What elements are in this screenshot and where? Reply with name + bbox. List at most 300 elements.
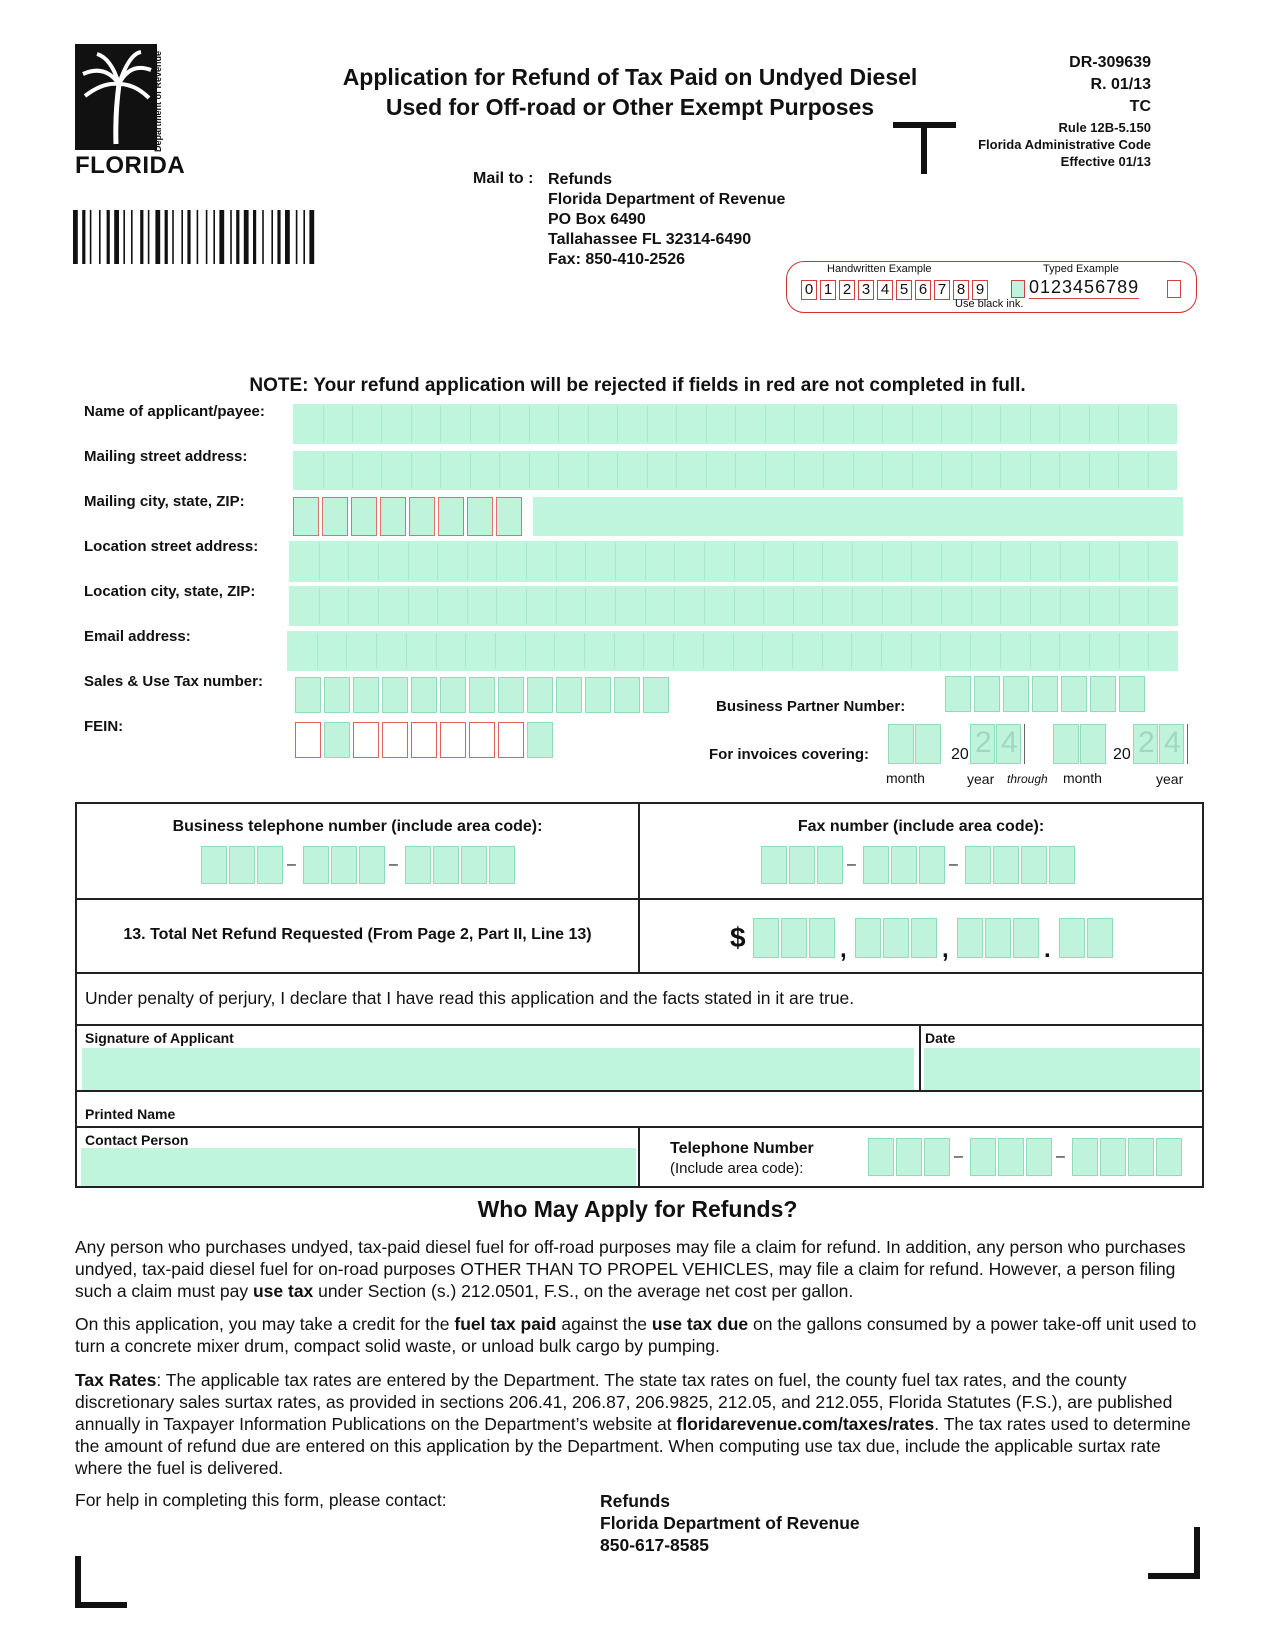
printed-name-label: Printed Name — [85, 1106, 176, 1122]
phone-dash: – — [949, 856, 958, 873]
tax-rates-heading: Tax Rates — [75, 1370, 157, 1390]
phone-digit-cell[interactable] — [789, 846, 815, 884]
cell-divider — [1148, 406, 1149, 442]
city-cell[interactable] — [438, 497, 464, 536]
mail-line: Refunds — [548, 171, 612, 188]
who-paragraph-1 — [75, 1236, 1205, 1302]
cell-divider — [822, 543, 823, 580]
cell-divider — [319, 543, 320, 580]
phone-digit-cell[interactable] — [331, 846, 357, 884]
fax-box — [638, 802, 1204, 900]
cell-divider — [323, 406, 324, 442]
cell-divider — [1148, 588, 1149, 624]
contact-person-input[interactable] — [81, 1148, 636, 1186]
phone-digit-cell[interactable] — [1156, 1138, 1182, 1176]
cell-divider — [411, 453, 412, 488]
phone-digit-cell[interactable] — [965, 846, 991, 884]
fein-digit-cell[interactable] — [353, 722, 379, 758]
p2-text-mid: against the — [556, 1314, 652, 1334]
phone-digit-cell[interactable] — [998, 1138, 1024, 1176]
location-city-label: Location city, state, ZIP: — [84, 583, 256, 600]
city-cell[interactable] — [380, 497, 406, 536]
invoice-start-year[interactable] — [970, 724, 1025, 764]
cell-divider — [470, 453, 471, 488]
help-contact-line: Refunds — [600, 1491, 670, 1511]
year-digit: 4 — [1001, 726, 1018, 759]
mailing-street-label: Mailing street address: — [84, 448, 248, 465]
city-cell[interactable] — [351, 497, 377, 536]
refund-label-box — [75, 898, 640, 974]
cell-divider — [588, 406, 589, 442]
cell-divider — [1089, 543, 1090, 580]
phone-digit-cell[interactable] — [1026, 1138, 1052, 1176]
phone-digit-cell[interactable] — [201, 846, 227, 884]
printed-name-box — [75, 1090, 1204, 1128]
business-phone-label: Business telephone number (include area code): — [172, 818, 543, 835]
city-cell[interactable] — [322, 497, 348, 536]
p2-bold-1: fuel tax paid — [454, 1314, 557, 1334]
cell-divider — [437, 543, 438, 580]
refund-digit-cell[interactable] — [753, 918, 779, 958]
form-title — [300, 62, 960, 122]
month-caption-1: month — [886, 770, 925, 786]
city-cell[interactable] — [409, 497, 435, 536]
cell-divider — [437, 588, 438, 624]
cell-divider — [940, 633, 941, 669]
help-contact — [600, 1490, 860, 1556]
phone-digit-cell[interactable] — [257, 846, 283, 884]
refund-digit-cell[interactable] — [1013, 918, 1039, 958]
fax-label: Fax number (include area code): — [797, 818, 1045, 835]
city-cell[interactable] — [496, 497, 522, 536]
cell-divider — [1119, 588, 1120, 624]
date-input[interactable] — [924, 1048, 1200, 1090]
tax-rates-paragraph — [75, 1369, 1205, 1479]
cell-divider — [735, 406, 736, 442]
barcode — [73, 210, 373, 264]
cell-divider — [558, 453, 559, 488]
cell-divider — [765, 453, 766, 488]
sales-tax-input[interactable] — [295, 677, 675, 715]
dollar-sign: $ — [730, 922, 746, 953]
help-text: For help in completing this form, please contact: — [75, 1490, 447, 1510]
palm-tree-icon — [75, 44, 157, 150]
typed-example-label: Typed Example — [1043, 263, 1119, 275]
title-line-1: Application for Refund of Tax Paid on Undyed Diesel — [342, 64, 918, 90]
cell-divider — [317, 633, 318, 669]
cell-divider — [941, 453, 942, 488]
phone-digit-cell[interactable] — [863, 846, 889, 884]
cell-divider — [674, 588, 675, 624]
name-label: Name of applicant/payee: — [84, 403, 265, 420]
year-caption-1: year — [967, 771, 995, 787]
cell-divider — [645, 588, 646, 624]
contact-box — [75, 1126, 640, 1188]
cell-divider — [525, 633, 526, 669]
cell-divider — [882, 543, 883, 580]
cell-divider — [1089, 453, 1090, 488]
phone-digit-cell[interactable] — [761, 846, 787, 884]
tc-code: TC — [1129, 98, 1151, 115]
cell-divider — [792, 633, 793, 669]
cell-divider — [823, 406, 824, 442]
cell-divider — [643, 633, 644, 669]
contact-person-label: Contact Person — [85, 1132, 189, 1148]
location-street-input[interactable] — [289, 541, 1178, 582]
cell-divider — [1030, 588, 1031, 624]
cell-divider — [411, 406, 412, 442]
phone-dash: – — [389, 856, 398, 873]
phone-digit-cell[interactable] — [359, 846, 385, 884]
p3-text-end: . The tax rates used to determine the amount of refund due are entered on this application by the Department. When computing use tax due, include the applicable surtax rate where the fuel is delivered. — [75, 1414, 1191, 1478]
rates-link[interactable]: floridarevenue.com/taxes/rates — [676, 1414, 935, 1434]
phone-digit-cell[interactable] — [868, 1138, 894, 1176]
cell-divider — [762, 633, 763, 669]
phone-digit-cell[interactable] — [993, 846, 1019, 884]
cell-divider — [408, 588, 409, 624]
p1-text-end: under Section (s.) 212.0501, F.S., on the average net cost per gallon. — [313, 1281, 854, 1301]
example-digit: 8 — [953, 280, 969, 300]
cell-divider — [1148, 453, 1149, 488]
phone-digit-cell[interactable] — [891, 846, 917, 884]
cell-divider — [1089, 588, 1090, 624]
registration-mark-top-stem — [921, 122, 927, 174]
rule: Rule 12B-5.150 — [1058, 120, 1151, 135]
mail-to-label: Mail to : — [473, 170, 534, 187]
cell-divider — [614, 633, 615, 669]
digit-cell[interactable] — [643, 677, 669, 713]
year-digit: 2 — [975, 726, 992, 759]
cell-divider — [941, 543, 942, 580]
fein-digit-cell[interactable] — [295, 722, 321, 758]
cell-divider — [853, 453, 854, 488]
phone-digit-cell[interactable] — [817, 846, 843, 884]
example-digit: 1 — [820, 280, 836, 300]
phone-digit-cell[interactable] — [1021, 846, 1047, 884]
cell-divider — [1059, 633, 1060, 669]
ink-note: Use black ink. — [955, 298, 1024, 310]
digit-cell[interactable] — [614, 677, 640, 713]
cell-divider — [495, 633, 496, 669]
cell-divider — [406, 633, 407, 669]
bpn-input[interactable] — [945, 676, 1155, 714]
phone-digit-cell[interactable] — [1072, 1138, 1098, 1176]
cell-divider — [1119, 543, 1120, 580]
cell-divider — [465, 633, 466, 669]
refund-label: 13. Total Net Refund Requested (From Page 2, Part II, Line 13) — [123, 926, 592, 943]
cell-divider — [881, 633, 882, 669]
declaration-box — [75, 972, 1204, 1026]
cell-divider — [882, 406, 883, 442]
help-contact-line: Florida Department of Revenue — [600, 1513, 860, 1533]
cell-divider — [763, 543, 764, 580]
refund-digit-cell[interactable] — [1087, 918, 1113, 958]
location-city-input[interactable] — [289, 586, 1178, 626]
example-digit: 4 — [877, 280, 893, 300]
digit-cell[interactable] — [1003, 676, 1029, 712]
refund-amount-input[interactable] — [753, 918, 1113, 963]
cell-divider — [912, 453, 913, 488]
digit-cell[interactable] — [353, 677, 379, 713]
cell-divider — [440, 406, 441, 442]
cell-divider — [376, 633, 377, 669]
cell-divider — [765, 406, 766, 442]
cell-divider — [704, 543, 705, 580]
email-input[interactable] — [287, 631, 1178, 671]
declaration-text: Under penalty of perjury, I declare that I have read this application and the facts stated in it are true. — [85, 988, 855, 1008]
dept-vertical-text: Department of Revenue — [153, 50, 163, 152]
month-caption-2: month — [1063, 770, 1102, 786]
phone-digit-cell[interactable] — [1049, 846, 1075, 884]
phone-dash: – — [847, 856, 856, 873]
cell-divider — [1119, 633, 1120, 669]
cell-divider — [346, 633, 347, 669]
digit-cell[interactable] — [498, 677, 524, 713]
digit-cell[interactable] — [556, 677, 582, 713]
city-cell[interactable] — [293, 497, 319, 536]
cell-divider — [676, 453, 677, 488]
signature-label: Signature of Applicant — [85, 1030, 234, 1046]
cell-divider — [470, 406, 471, 442]
typed-example-digits: 0123456789 — [1029, 277, 1140, 297]
cell-divider — [558, 406, 559, 442]
mailing-street-input[interactable] — [293, 451, 1177, 490]
refund-digit-cell[interactable] — [855, 918, 881, 958]
cell-divider — [319, 588, 320, 624]
cell-divider — [733, 633, 734, 669]
digit-cell[interactable] — [469, 677, 495, 713]
mail-line: Fax: 850-410-2526 — [548, 251, 685, 268]
cell-divider — [496, 543, 497, 580]
signature-input[interactable] — [82, 1048, 914, 1090]
typed-end-cell — [1167, 280, 1181, 298]
digit-cell[interactable] — [974, 676, 1000, 712]
cell-divider — [588, 453, 589, 488]
invoice-end-month[interactable] — [1053, 724, 1107, 764]
cell-divider — [1030, 633, 1031, 669]
date-box — [919, 1024, 1204, 1092]
cell-divider — [822, 633, 823, 669]
cell-divider — [1148, 543, 1149, 580]
refund-digit-cell[interactable] — [883, 918, 909, 958]
cell-divider — [911, 588, 912, 624]
phone-digit-cell[interactable] — [229, 846, 255, 884]
fein-label: FEIN: — [84, 718, 124, 735]
example-digit: 2 — [839, 280, 855, 300]
phone-digit-cell[interactable] — [405, 846, 431, 884]
refund-digit-cell[interactable] — [985, 918, 1011, 958]
digit-cell[interactable] — [585, 677, 611, 713]
who-heading: Who May Apply for Refunds? — [477, 1196, 798, 1222]
cell-divider — [1030, 406, 1031, 442]
fein-digit-cell[interactable] — [498, 722, 524, 758]
cell-divider — [467, 543, 468, 580]
cell-divider — [352, 406, 353, 442]
cell-divider — [1000, 453, 1001, 488]
name-input[interactable] — [293, 404, 1177, 444]
cell-divider — [704, 588, 705, 624]
cell-divider — [970, 633, 971, 669]
cell-divider — [585, 588, 586, 624]
email-label: Email address: — [84, 628, 191, 645]
cell-divider — [851, 633, 852, 669]
cell-divider — [911, 633, 912, 669]
bpn-label: Business Partner Number: — [716, 698, 906, 715]
refund-digit-cell[interactable] — [911, 918, 937, 958]
refund-digit-cell[interactable] — [781, 918, 807, 958]
cell-divider — [1118, 453, 1119, 488]
refund-separator: , — [942, 936, 949, 963]
example-digit: 9 — [972, 280, 988, 300]
cell-divider — [381, 453, 382, 488]
cell-divider — [440, 453, 441, 488]
digit-cell[interactable] — [1061, 676, 1087, 712]
phone-digit-cell[interactable] — [1100, 1138, 1126, 1176]
cell-divider — [499, 453, 500, 488]
cell-divider — [615, 588, 616, 624]
cell-divider — [763, 588, 764, 624]
cell-divider — [793, 588, 794, 624]
red-field-note: NOTE: Your refund application will be rejected if fields in red are not completed in full. — [249, 375, 1026, 396]
date-label: Date — [925, 1030, 956, 1046]
cell-divider — [408, 543, 409, 580]
mailing-city-input[interactable] — [533, 497, 1183, 536]
cell-divider — [617, 406, 618, 442]
phone-digit-cell[interactable] — [303, 846, 329, 884]
cell-divider — [584, 633, 585, 669]
cell-divider — [1030, 453, 1031, 488]
digit-cell[interactable] — [1032, 676, 1058, 712]
cell-divider — [1059, 406, 1060, 442]
cell-divider — [674, 543, 675, 580]
p1-text: Any person who purchases undyed, tax-paid diesel fuel for off-road purposes may file a claim for refund. In addition, any person who purchases undyed, tax-paid diesel fuel for on-road purposes OTHER THAN TO PROPEL VEHICLES, may file a claim for refund. However, a person filing such a claim must pay — [75, 1237, 1186, 1301]
invoice-start-month[interactable] — [888, 724, 942, 764]
cell-divider — [1089, 406, 1090, 442]
phone-digit-cell[interactable] — [1128, 1138, 1154, 1176]
year-caption-2: year — [1156, 771, 1184, 787]
cell-divider — [941, 588, 942, 624]
refund-digit-cell[interactable] — [809, 918, 835, 958]
p2-text-end: on the gallons consumed by a power take-off unit used to turn a concrete mixer drum, compact solid waste, or unload bulk cargo by pumping. — [75, 1314, 1197, 1356]
phone-digit-cell[interactable] — [489, 846, 515, 884]
fein-digit-cell[interactable] — [469, 722, 495, 758]
digit-cell[interactable] — [945, 676, 971, 712]
cell-divider — [882, 588, 883, 624]
cell-divider — [1000, 633, 1001, 669]
city-cell[interactable] — [467, 497, 493, 536]
telephone-label: Telephone Number — [670, 1140, 814, 1157]
example-digit: 5 — [896, 280, 912, 300]
example-digit: 6 — [915, 280, 931, 300]
fein-input[interactable] — [295, 722, 565, 760]
fein-digit-cell[interactable] — [527, 722, 553, 758]
revision: R. 01/13 — [1090, 76, 1151, 93]
fein-digit-cell[interactable] — [411, 722, 437, 758]
digit-cell[interactable] — [324, 677, 350, 713]
phone-digit-cell[interactable] — [433, 846, 459, 884]
example-digit: 3 — [858, 280, 874, 300]
cell-divider — [822, 588, 823, 624]
digit-cell[interactable] — [1119, 676, 1145, 712]
cell-divider — [941, 406, 942, 442]
phone-digit-cell[interactable] — [461, 846, 487, 884]
telephone-box — [638, 1126, 1204, 1188]
help-contact-line: 850-617-8585 — [600, 1535, 709, 1555]
fein-digit-cell[interactable] — [382, 722, 408, 758]
p2-bold-2: use tax due — [651, 1314, 749, 1334]
phone-dash: – — [954, 1148, 963, 1165]
business-phone-box — [75, 802, 640, 900]
cell-divider — [882, 453, 883, 488]
cell-divider — [529, 406, 530, 442]
cell-divider — [852, 588, 853, 624]
cell-divider — [1089, 633, 1090, 669]
cell-divider — [676, 406, 677, 442]
cell-divider — [971, 543, 972, 580]
cell-divider — [706, 453, 707, 488]
digit-cell[interactable] — [440, 677, 466, 713]
effective-date: Effective 01/13 — [1060, 154, 1151, 169]
example-box — [786, 261, 1197, 313]
p1-bold: use tax — [252, 1281, 314, 1301]
phone-digit-cell[interactable] — [924, 1138, 950, 1176]
corner-mark-bottom-right — [1148, 1527, 1200, 1579]
digit-cell[interactable] — [1090, 676, 1116, 712]
fein-digit-cell[interactable] — [440, 722, 466, 758]
refund-amount-box — [638, 898, 1204, 974]
refund-digit-cell[interactable] — [957, 918, 983, 958]
cell-divider — [1060, 588, 1061, 624]
cell-divider — [673, 633, 674, 669]
sales-tax-label: Sales & Use Tax number: — [84, 673, 263, 690]
title-line-2: Used for Off-road or Other Exempt Purposes — [385, 94, 875, 120]
phone-dash: – — [287, 856, 296, 873]
cell-divider — [615, 543, 616, 580]
signature-box — [75, 1024, 921, 1092]
typed-start-cell — [1011, 280, 1025, 298]
digit-cell[interactable] — [411, 677, 437, 713]
cell-divider — [378, 543, 379, 580]
cell-divider — [735, 453, 736, 488]
cell-divider — [703, 633, 704, 669]
logo-state-text: FLORIDA — [75, 152, 186, 179]
cell-divider — [911, 543, 912, 580]
digit-cell[interactable] — [382, 677, 408, 713]
cell-divider — [1148, 633, 1149, 669]
cell-divider — [554, 633, 555, 669]
cell-divider — [734, 588, 735, 624]
fein-digit-cell[interactable] — [324, 722, 350, 758]
phone-dash: – — [1056, 1148, 1065, 1165]
phone-digit-cell[interactable] — [970, 1138, 996, 1176]
cell-divider — [793, 543, 794, 580]
florida-logo — [75, 44, 186, 180]
phone-digit-cell[interactable] — [896, 1138, 922, 1176]
cell-divider — [496, 588, 497, 624]
digit-cell[interactable] — [527, 677, 553, 713]
year-digit: 2 — [1138, 726, 1155, 759]
refund-digit-cell[interactable] — [1059, 918, 1085, 958]
invoice-end-year[interactable] — [1133, 724, 1188, 764]
cell-divider — [1060, 543, 1061, 580]
mail-line: PO Box 6490 — [548, 211, 646, 228]
cell-divider — [529, 453, 530, 488]
cell-divider — [852, 543, 853, 580]
cell-divider — [556, 588, 557, 624]
phone-digit-cell[interactable] — [919, 846, 945, 884]
cell-divider — [1000, 588, 1001, 624]
digit-cell[interactable] — [295, 677, 321, 713]
